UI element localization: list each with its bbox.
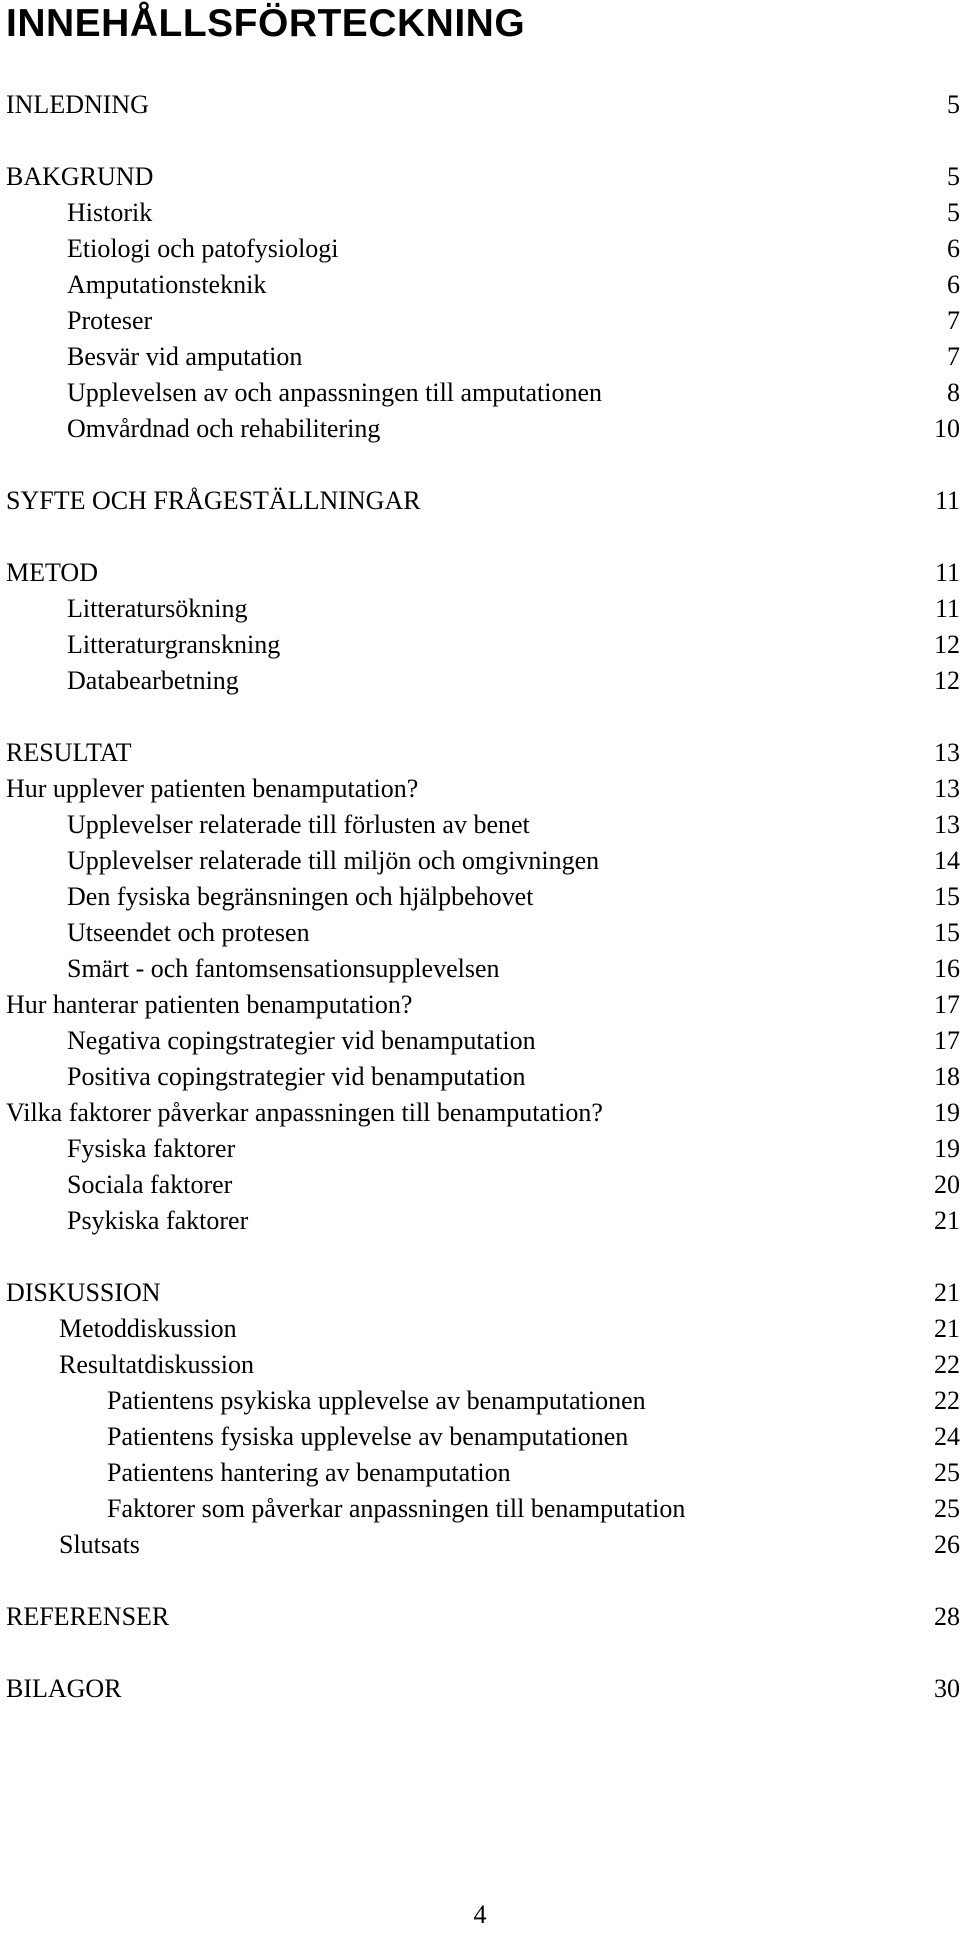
toc-entry-label: Litteraturgranskning (67, 630, 281, 659)
toc-entry-label: Amputationsteknik (67, 270, 267, 299)
toc-entry-page: 21 (934, 1278, 960, 1307)
toc-entry-label: Slutsats (59, 1530, 140, 1559)
toc-entry (0, 556, 960, 590)
toc-entry (0, 952, 960, 986)
toc-entry-label: Faktorer som påverkar anpassningen till benamputation (107, 1494, 686, 1523)
toc-entry-page: 13 (934, 810, 960, 839)
toc-entry (0, 1420, 960, 1454)
toc-entry (0, 304, 960, 338)
toc-entry-label: Smärt - och fantomsensationsupplevelsen (67, 954, 500, 983)
toc-entry (0, 844, 960, 878)
toc-entry (0, 1528, 960, 1562)
toc-entry (0, 628, 960, 662)
toc-entry-page: 16 (934, 954, 960, 983)
toc-entry-page: 19 (934, 1098, 960, 1127)
toc-entry-page: 5 (947, 198, 960, 227)
toc-entry (0, 1672, 960, 1706)
toc-entry (0, 1312, 960, 1346)
toc-entry-page: 22 (934, 1350, 960, 1379)
toc-entry-page: 21 (934, 1314, 960, 1343)
toc-entry-label: Patientens psykiska upplevelse av benamputationen (107, 1386, 646, 1415)
toc-entry-label: Patientens hantering av benamputation (107, 1458, 511, 1487)
toc-entry-label: Negativa copingstrategier vid benamputation (67, 1026, 536, 1055)
toc-entry-label: Fysiska faktorer (67, 1134, 236, 1163)
toc-entry-label: Positiva copingstrategier vid benamputation (67, 1062, 526, 1091)
toc-entry-page: 12 (934, 666, 960, 695)
toc-entry-page: 10 (934, 414, 960, 443)
toc-entry-page: 17 (934, 990, 960, 1019)
toc-entry-page: 15 (934, 918, 960, 947)
toc-entry (0, 1096, 960, 1130)
toc-entry-label: Sociala faktorer (67, 1170, 233, 1199)
toc-entry (0, 160, 960, 194)
toc-entry-page: 5 (947, 162, 960, 191)
toc-entry (0, 232, 960, 266)
toc-entry-page: 17 (934, 1026, 960, 1055)
page-number: 4 (473, 1900, 487, 1929)
toc-entry-label: Utseendet och protesen (67, 918, 310, 947)
toc-entry (0, 196, 960, 230)
toc-entry-page: 22 (934, 1386, 960, 1415)
toc-entry (0, 988, 960, 1022)
toc-entry (0, 412, 960, 446)
toc-entry-page: 15 (934, 882, 960, 911)
toc-entry (0, 484, 960, 518)
toc-entry-page: 25 (934, 1494, 960, 1523)
toc-entry-page: 18 (934, 1062, 960, 1091)
toc-entry-label: DISKUSSION (6, 1278, 161, 1307)
toc-entry-label: Den fysiska begränsningen och hjälpbehovet (67, 882, 534, 911)
toc-entry-page: 8 (947, 378, 960, 407)
toc-entry-page: 11 (934, 594, 960, 623)
toc-entry (0, 340, 960, 374)
toc-entry-label: Upplevelsen av och anpassningen till amputationen (67, 378, 603, 407)
toc-entry (0, 664, 960, 698)
toc-entry-label: Upplevelser relaterade till förlusten av benet (67, 810, 530, 839)
toc-entry (0, 1024, 960, 1058)
toc-title: INNEHÅLLSFÖRTECKNING (6, 2, 526, 45)
toc-entry-label: REFERENSER (6, 1602, 170, 1631)
toc-entry (0, 592, 960, 626)
toc-entry (0, 1204, 960, 1238)
toc-entry-label: Omvårdnad och rehabilitering (67, 414, 381, 443)
toc-entry-page: 24 (934, 1422, 960, 1451)
toc-entry-label: Patientens fysiska upplevelse av benamputationen (107, 1422, 629, 1451)
toc-entry-page: 7 (947, 342, 960, 371)
toc-entry-label: Proteser (67, 306, 153, 335)
toc-entry (0, 880, 960, 914)
toc-entry-label: Databearbetning (67, 666, 239, 695)
toc-entry-label: BAKGRUND (6, 162, 154, 191)
toc-entry-page: 28 (934, 1602, 960, 1631)
toc-entry-page: 19 (934, 1134, 960, 1163)
toc-entry-page: 30 (934, 1674, 960, 1703)
toc-entry-label: Besvär vid amputation (67, 342, 303, 371)
toc-entry-label: BILAGOR (6, 1674, 122, 1703)
toc-entry (0, 1276, 960, 1310)
toc-entry-page: 12 (934, 630, 960, 659)
toc-entry-page: 11 (934, 558, 960, 587)
toc-entry (0, 268, 960, 302)
toc-entry (0, 376, 960, 410)
toc-entry-label: METOD (6, 558, 98, 587)
toc-entry-page: 21 (934, 1206, 960, 1235)
toc-entry-label: Hur upplever patienten benamputation? (6, 774, 419, 803)
toc-entry-label: Resultatdiskussion (59, 1350, 255, 1379)
toc-entry-page: 6 (947, 234, 960, 263)
toc-entry (0, 1132, 960, 1166)
toc-entry (0, 772, 960, 806)
toc-entry-label: Hur hanterar patienten benamputation? (6, 990, 413, 1019)
toc-entry (0, 1600, 960, 1634)
toc-entry (0, 1348, 960, 1382)
toc-entry-label: Upplevelser relaterade till miljön och omgivningen (67, 846, 600, 875)
toc-entry-page: 26 (934, 1530, 960, 1559)
toc-entry-page: 13 (934, 738, 960, 767)
toc-entry (0, 1168, 960, 1202)
toc-entry-label: INLEDNING (6, 90, 149, 119)
toc-entry-label: Vilka faktorer påverkar anpassningen till benamputation? (6, 1098, 603, 1127)
toc-entry-label: Litteratursökning (67, 594, 248, 623)
toc-entry-page: 13 (934, 774, 960, 803)
toc-entry (0, 1060, 960, 1094)
toc-entry-page: 7 (947, 306, 960, 335)
toc-entry-label: Metoddiskussion (59, 1314, 237, 1343)
toc-entry-page: 25 (934, 1458, 960, 1487)
toc-entry-page: 6 (947, 270, 960, 299)
toc-entry-page: 20 (934, 1170, 960, 1199)
toc-entry (0, 1492, 960, 1526)
toc-entry-page: 5 (947, 90, 960, 119)
toc-entry (0, 808, 960, 842)
toc-entry-label: Psykiska faktorer (67, 1206, 249, 1235)
toc-entry (0, 88, 960, 122)
toc-entry-label: Etiologi och patofysiologi (67, 234, 339, 263)
toc-entry-label: RESULTAT (6, 738, 132, 767)
toc-entry (0, 1384, 960, 1418)
toc-entry (0, 916, 960, 950)
toc-entry (0, 1456, 960, 1490)
toc-entry (0, 736, 960, 770)
toc-entry-page: 14 (934, 846, 960, 875)
toc-entry-label: SYFTE OCH FRÅGESTÄLLNINGAR (6, 486, 421, 515)
toc-entry-label: Historik (67, 198, 153, 227)
toc-entry-page: 11 (934, 486, 960, 515)
